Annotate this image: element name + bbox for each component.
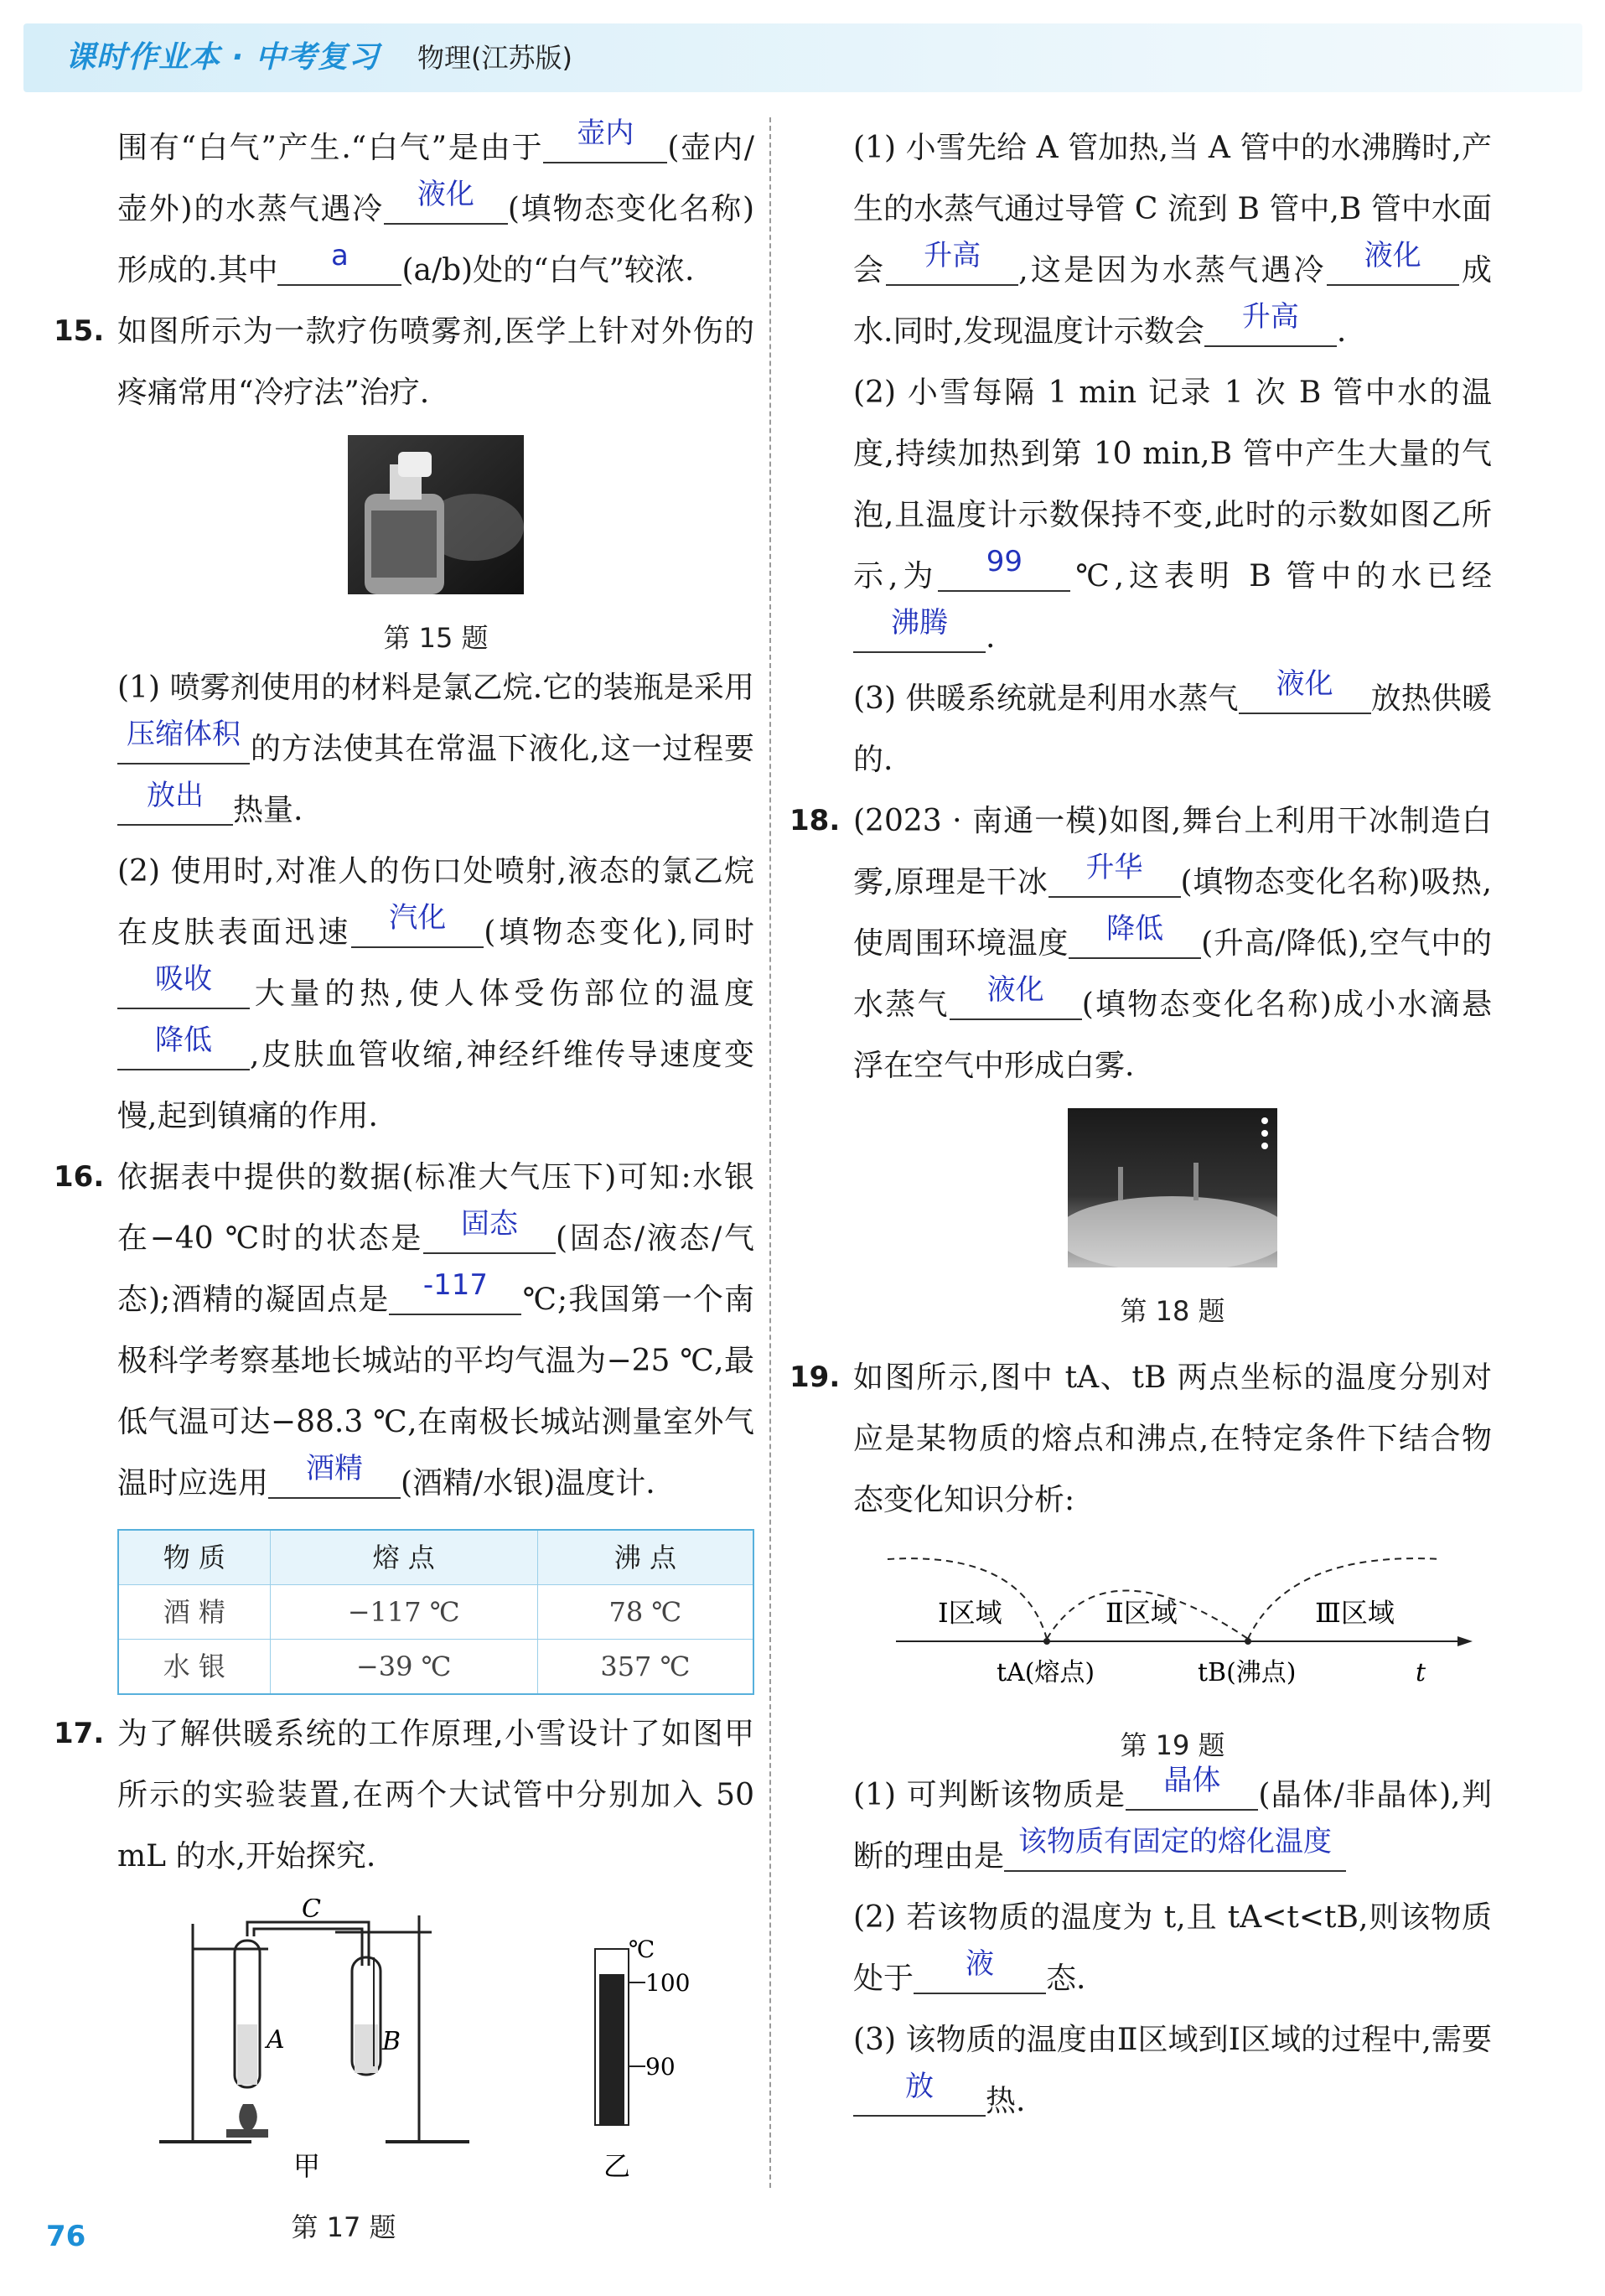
answer-blank: 升高 xyxy=(1204,312,1337,347)
svg-text:tA(熔点): tA(熔点) xyxy=(997,1658,1095,1687)
question-17: 17. 为了解供暖系统的工作原理,小雪设计了如图甲所示的实验装置,在两个大试管中分别加入 50 mL 的水,开始探究. A C B 甲 ℃ 100 90 乙 第 17 题 xyxy=(117,1703,754,2247)
answer-blank: 固态 xyxy=(423,1219,556,1254)
figure-caption: 第 17 题 xyxy=(291,2211,396,2243)
page-number: 76 xyxy=(46,2220,86,2253)
svg-text:tB(沸点): tB(沸点) xyxy=(1198,1658,1297,1687)
figure-caption: 第 18 题 xyxy=(1120,1295,1225,1327)
svg-text:C: C xyxy=(302,1899,321,1924)
page-header xyxy=(23,23,1582,92)
table-header-row: 物 质 熔 点 沸 点 xyxy=(118,1530,753,1585)
svg-text:甲: 甲 xyxy=(293,2150,321,2182)
svg-text:A: A xyxy=(267,2025,285,2055)
answer-blank: 放 xyxy=(853,2081,986,2117)
answer-blank: 汽化 xyxy=(351,913,484,948)
melting-boiling-table xyxy=(117,1529,754,1695)
question-15: 15. 如图所示为一款疗伤喷雾剂,医学上针对外伤的疼痛常用“冷疗法”治疗. 第 15 题 (1) 喷雾剂使用的材料是氯乙烷.它的装瓶是采用压缩体积 的方法使其在常温下液化,这一过程要放出 热量. (2) 使用时,对准人的伤口处喷射,液态的氯乙烷在皮肤表面迅速 汽化 (填物态变化),同时吸收 大量的热,使人体受伤部位的温度降低 ,皮肤血管收缩,神经纤维传导速度变慢,起到镇痛的作用. xyxy=(117,301,754,1147)
svg-text:Ⅲ区域: Ⅲ区域 xyxy=(1315,1597,1395,1629)
svg-text:乙: 乙 xyxy=(603,2150,631,2182)
svg-text:t: t xyxy=(1416,1658,1426,1687)
q16-text: 依据表中提供的数据(标准大气压下)可知:水银在−40 ℃时的状态是 固态 (固态/液态/气态);酒精的凝固点是 -117 ℃;我国第一个南极科学考察基地长城站的平均气温为−25 ℃,最低气温可达−88.3 ℃,在南极长城站测量室外气温时应选用 酒精 (酒精/水银)温度计. xyxy=(117,1160,754,1500)
answer-blank: 晶体 xyxy=(1126,1775,1258,1811)
q17-stem: 为了解供暖系统的工作原理,小雪设计了如图甲所示的实验装置,在两个大试管中分别加入 50 mL 的水,开始探究. xyxy=(117,1717,754,1874)
q17-part2: (2) 小雪每隔 1 min 记录 1 次 B 管中水的温度,持续加热到第 10 min,B 管中产生大量的气泡,且温度计示数保持不变,此时的示数如图乙所示,为 99 ℃,这表明 B 管中的水已经沸腾 . xyxy=(853,376,1492,655)
table-row: 酒 精 −117 ℃ 78 ℃ xyxy=(118,1585,753,1640)
answer-blank: 壶内 xyxy=(543,128,667,163)
book-brand: 课时作业本 · 中考复习 xyxy=(65,40,380,75)
book-subject: 物理(江苏版) xyxy=(417,42,572,74)
answer-blank: 升高 xyxy=(886,251,1018,286)
q17-part1: (1) 小雪先给 A 管加热,当 A 管中的水沸腾时,产生的水蒸气通过导管 C 流到 B 管中,B 管中水面会 升高 ,这是因为水蒸气遇冷 液化 成水.同时,发现温度计示数会 升高 . xyxy=(853,131,1492,349)
question-19: 19. 如图所示,图中 tA、tB 两点坐标的温度分别对应是某物质的熔点和沸点,在特定条件下结合物态变化知识分析: Ⅰ区域 Ⅱ区域 Ⅲ区域 tA(熔点) tB(沸点) t 第 19 题 (1) 可判断该物质是 晶体 (晶体/非晶体),判断的理由是 该物质有固定的熔化温度 (2) 若该物质的温度为 t,且 tA<t<tB,则该物质处于 液 态. (3) 该物质的温度由Ⅱ区域到Ⅰ区域的过程中,需要放 热. xyxy=(853,1347,1492,2132)
temperature-zone-diagram xyxy=(853,1542,1492,1723)
stage-fog-photo xyxy=(853,1108,1492,1288)
question-16: 16. 依据表中提供的数据(标准大气压下)可知:水银在−40 ℃时的状态是 固态 (固态/液态/气态);酒精的凝固点是 -117 ℃;我国第一个南极科学考察基地长城站的平均气温为−25 ℃,最低气温可达−88.3 ℃,在南极长城站测量室外气温时应选用 酒精 (酒精/水银)温度计. 物 质 熔 点 沸 点 酒 精 −117 ℃ 78 ℃ 水 银 −39 ℃ 357 ℃ xyxy=(117,1147,754,1695)
answer-blank: 液化 xyxy=(384,189,508,225)
svg-text:B: B xyxy=(382,2027,401,2056)
answer-blank: 该物质有固定的熔化温度 xyxy=(1004,1837,1346,1872)
answer-blank: 99 xyxy=(938,557,1070,592)
svg-text:100: 100 xyxy=(645,1969,691,1997)
svg-text:Ⅰ区域: Ⅰ区域 xyxy=(938,1597,1002,1629)
q19-stem: 如图所示,图中 tA、tB 两点坐标的温度分别对应是某物质的熔点和沸点,在特定条件下结合物态变化知识分析: xyxy=(853,1360,1492,1517)
q15-part1: (1) 喷雾剂使用的材料是氯乙烷.它的装瓶是采用压缩体积 的方法使其在常温下液化,这一过程要放出 热量. xyxy=(117,671,754,827)
q14-continuation: 围有“白气”产生.“白气”是由于 壶内 (壶内/壶外)的水蒸气遇冷 液化 (填物态变化名称)形成的.其中 a (a/b)处的“白气”较浓. xyxy=(117,117,755,288)
answer-blank: a xyxy=(277,251,401,286)
answer-blank: 液化 xyxy=(1239,679,1371,714)
answer-blank: 液化 xyxy=(950,985,1082,1020)
answer-blank: 升华 xyxy=(1048,863,1181,898)
right-column xyxy=(790,117,1492,2132)
q18-text: (2023 · 南通一模)如图,舞台上利用干冰制造白雾,原理是干冰 升华 (填物态变化名称)吸热,使周围环境温度 降低 (升高/降低),空气中的水蒸气 液化 (填物态变化名称)成小水滴悬浮在空气中形成白雾. xyxy=(853,804,1492,1083)
answer-blank: 酒精 xyxy=(268,1464,401,1499)
q15-part2: (2) 使用时,对准人的伤口处喷射,液态的氯乙烷在皮肤表面迅速 汽化 (填物态变化),同时吸收 大量的热,使人体受伤部位的温度降低 ,皮肤血管收缩,神经纤维传导速度变慢,起到镇痛的作用. xyxy=(117,854,754,1133)
svg-text:Ⅱ区域: Ⅱ区域 xyxy=(1105,1597,1178,1629)
spray-photo xyxy=(117,435,754,615)
answer-blank: -117 xyxy=(389,1280,521,1315)
experiment-apparatus-figure xyxy=(117,1899,754,2205)
question-18: 18. (2023 · 南通一模)如图,舞台上利用干冰制造白雾,原理是干冰 升华 (填物态变化名称)吸热,使周围环境温度 降低 (升高/降低),空气中的水蒸气 液化 (填物态变化名称)成小水滴悬浮在空气中形成白雾. 第 18 题 xyxy=(853,790,1492,1330)
answer-blank: 沸腾 xyxy=(853,618,986,653)
q17-part3: (3) 供暖系统就是利用水蒸气 液化 放热供暖的. xyxy=(853,667,1492,777)
q19-part1: (1) 可判断该物质是 晶体 (晶体/非晶体),判断的理由是 该物质有固定的熔化温度 xyxy=(853,1764,1492,1874)
answer-blank: 放出 xyxy=(117,790,233,826)
answer-blank: 降低 xyxy=(1069,924,1201,959)
svg-text:℃: ℃ xyxy=(629,1936,655,1963)
figure-caption: 第 19 题 xyxy=(1120,1729,1225,1761)
answer-blank: 液化 xyxy=(1327,251,1459,286)
column-divider xyxy=(769,117,771,2188)
answer-blank: 液 xyxy=(914,1959,1046,1994)
q19-part3: (3) 该物质的温度由Ⅱ区域到Ⅰ区域的过程中,需要放 热. xyxy=(853,2023,1492,2118)
svg-text:90: 90 xyxy=(645,2053,676,2081)
answer-blank: 吸收 xyxy=(117,974,250,1009)
table-row: 水 银 −39 ℃ 357 ℃ xyxy=(118,1640,753,1695)
figure-caption: 第 15 题 xyxy=(383,622,489,654)
answer-blank: 降低 xyxy=(117,1035,250,1070)
q15-stem: 如图所示为一款疗伤喷雾剂,医学上针对外伤的疼痛常用“冷疗法”治疗. xyxy=(117,314,754,410)
answer-blank: 压缩体积 xyxy=(117,729,250,764)
q19-part2: (2) 若该物质的温度为 t,且 tA<t<tB,则该物质处于 液 态. xyxy=(853,1900,1492,1996)
